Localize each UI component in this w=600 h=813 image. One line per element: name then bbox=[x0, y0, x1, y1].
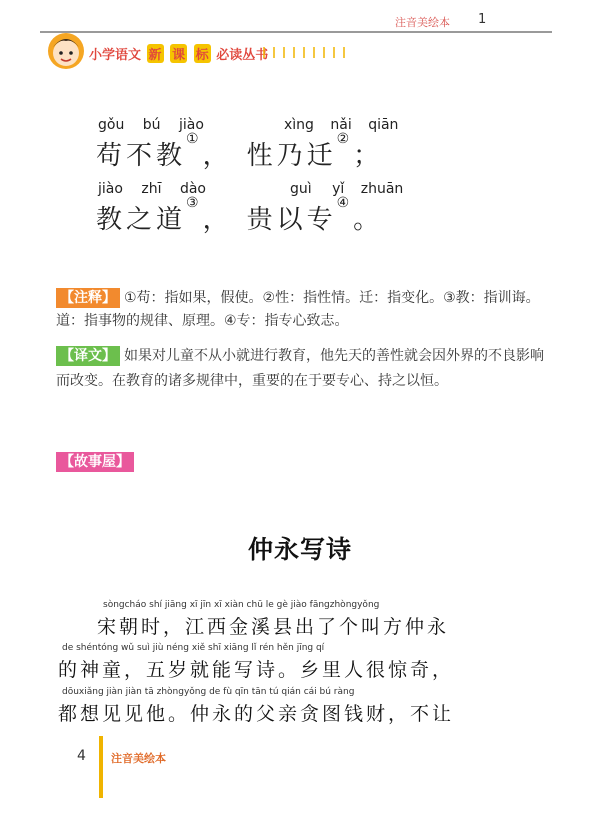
series-title bbox=[89, 44, 268, 63]
pinyin-syllable: jiào bbox=[179, 117, 204, 133]
story-line1: 宋朝时，江西金溪县出了个叫方仲永 bbox=[97, 616, 450, 638]
notes-section bbox=[56, 287, 556, 333]
pinyin-syllable: zhuān bbox=[360, 181, 404, 197]
footer-label: 注音美绘本 bbox=[111, 752, 166, 765]
story-title: 仲永写诗 bbox=[247, 535, 352, 564]
story-line2-pinyin: de shéntóng wǔ suì jiù néng xiě shī xiāng lǐ rén hěn jīng qí bbox=[62, 643, 325, 653]
punctuation: ， bbox=[202, 205, 233, 235]
header-rule bbox=[40, 31, 552, 33]
pinyin-syllable: nǎi bbox=[330, 117, 352, 133]
series-part-4: 标 bbox=[194, 44, 211, 63]
verse-phrase: 性乃迁 bbox=[246, 141, 337, 171]
footer-bar bbox=[99, 736, 103, 798]
verse-phrase: 教之道 bbox=[96, 205, 187, 235]
story-line1-pinyin: sòngcháo shí jiāng xī jīn xī xiàn chū le gè jiào fāngzhòngyǒng bbox=[103, 600, 380, 610]
pinyin-syllable: guì bbox=[290, 181, 312, 197]
translation-text: 如果对儿童不从小就进行教育，他先天的善性就会因外界的不良影响而改变。在教育的诸多规律中，重要的在于要专心、持之以恒。 bbox=[56, 348, 544, 389]
punctuation: ； bbox=[353, 141, 384, 171]
story-section-tag bbox=[56, 451, 138, 472]
child-avatar-icon bbox=[46, 29, 86, 75]
notes-text: ①苟：指如果，假使。②性：指性情。迁：指变化。③教：指训诲。道：指事物的规律、原理。④专：指专心致志。 bbox=[56, 290, 540, 329]
footnote-marker: ④ bbox=[336, 195, 354, 211]
page-number: 4 bbox=[77, 748, 86, 764]
pinyin-syllable: zhī bbox=[141, 181, 162, 197]
series-part-1: 小学语文 bbox=[89, 48, 142, 63]
running-title: 注音美绘本 bbox=[395, 16, 450, 29]
punctuation: 。 bbox=[353, 205, 384, 235]
verse-phrase: 贵以专 bbox=[246, 205, 337, 235]
footnote-marker: ② bbox=[336, 131, 354, 147]
translation-section bbox=[56, 344, 556, 394]
verse-phrase: 苟不教 bbox=[96, 141, 187, 171]
notes-tag: 【注释】 bbox=[56, 288, 120, 308]
pinyin-syllable: jiào bbox=[98, 181, 123, 197]
series-part-5: 必读丛书 bbox=[216, 48, 269, 63]
pinyin-syllable: dào bbox=[179, 181, 206, 197]
story-line3: 都想见见他。仲永的父亲贪图钱财，不让 bbox=[58, 703, 455, 725]
translation-tag: 【译文】 bbox=[56, 346, 120, 366]
header-decoration bbox=[262, 45, 352, 59]
running-page-number: 1 bbox=[478, 12, 487, 27]
story-line3-pinyin: dōuxiǎng jiàn jiàn tā zhòngyǒng de fù qīn tān tú qián cái bú ràng bbox=[62, 687, 355, 697]
punctuation: ， bbox=[202, 141, 233, 171]
verse-line2 bbox=[96, 195, 384, 236]
footnote-marker: ① bbox=[186, 131, 203, 147]
pinyin-syllable: bú bbox=[142, 117, 161, 133]
pinyin-syllable: xìng bbox=[284, 117, 314, 133]
pinyin-syllable: gǒu bbox=[98, 117, 125, 133]
footnote-marker: ③ bbox=[186, 195, 203, 211]
pinyin-syllable: yǐ bbox=[332, 181, 345, 197]
story-line2: 的神童，五岁就能写诗。乡里人很惊奇， bbox=[58, 659, 455, 681]
series-part-3: 课 bbox=[170, 44, 187, 63]
verse-line1 bbox=[96, 131, 384, 172]
pinyin-syllable: qiān bbox=[368, 117, 399, 133]
story-tag: 【故事屋】 bbox=[56, 452, 134, 472]
series-part-2: 新 bbox=[147, 44, 164, 63]
